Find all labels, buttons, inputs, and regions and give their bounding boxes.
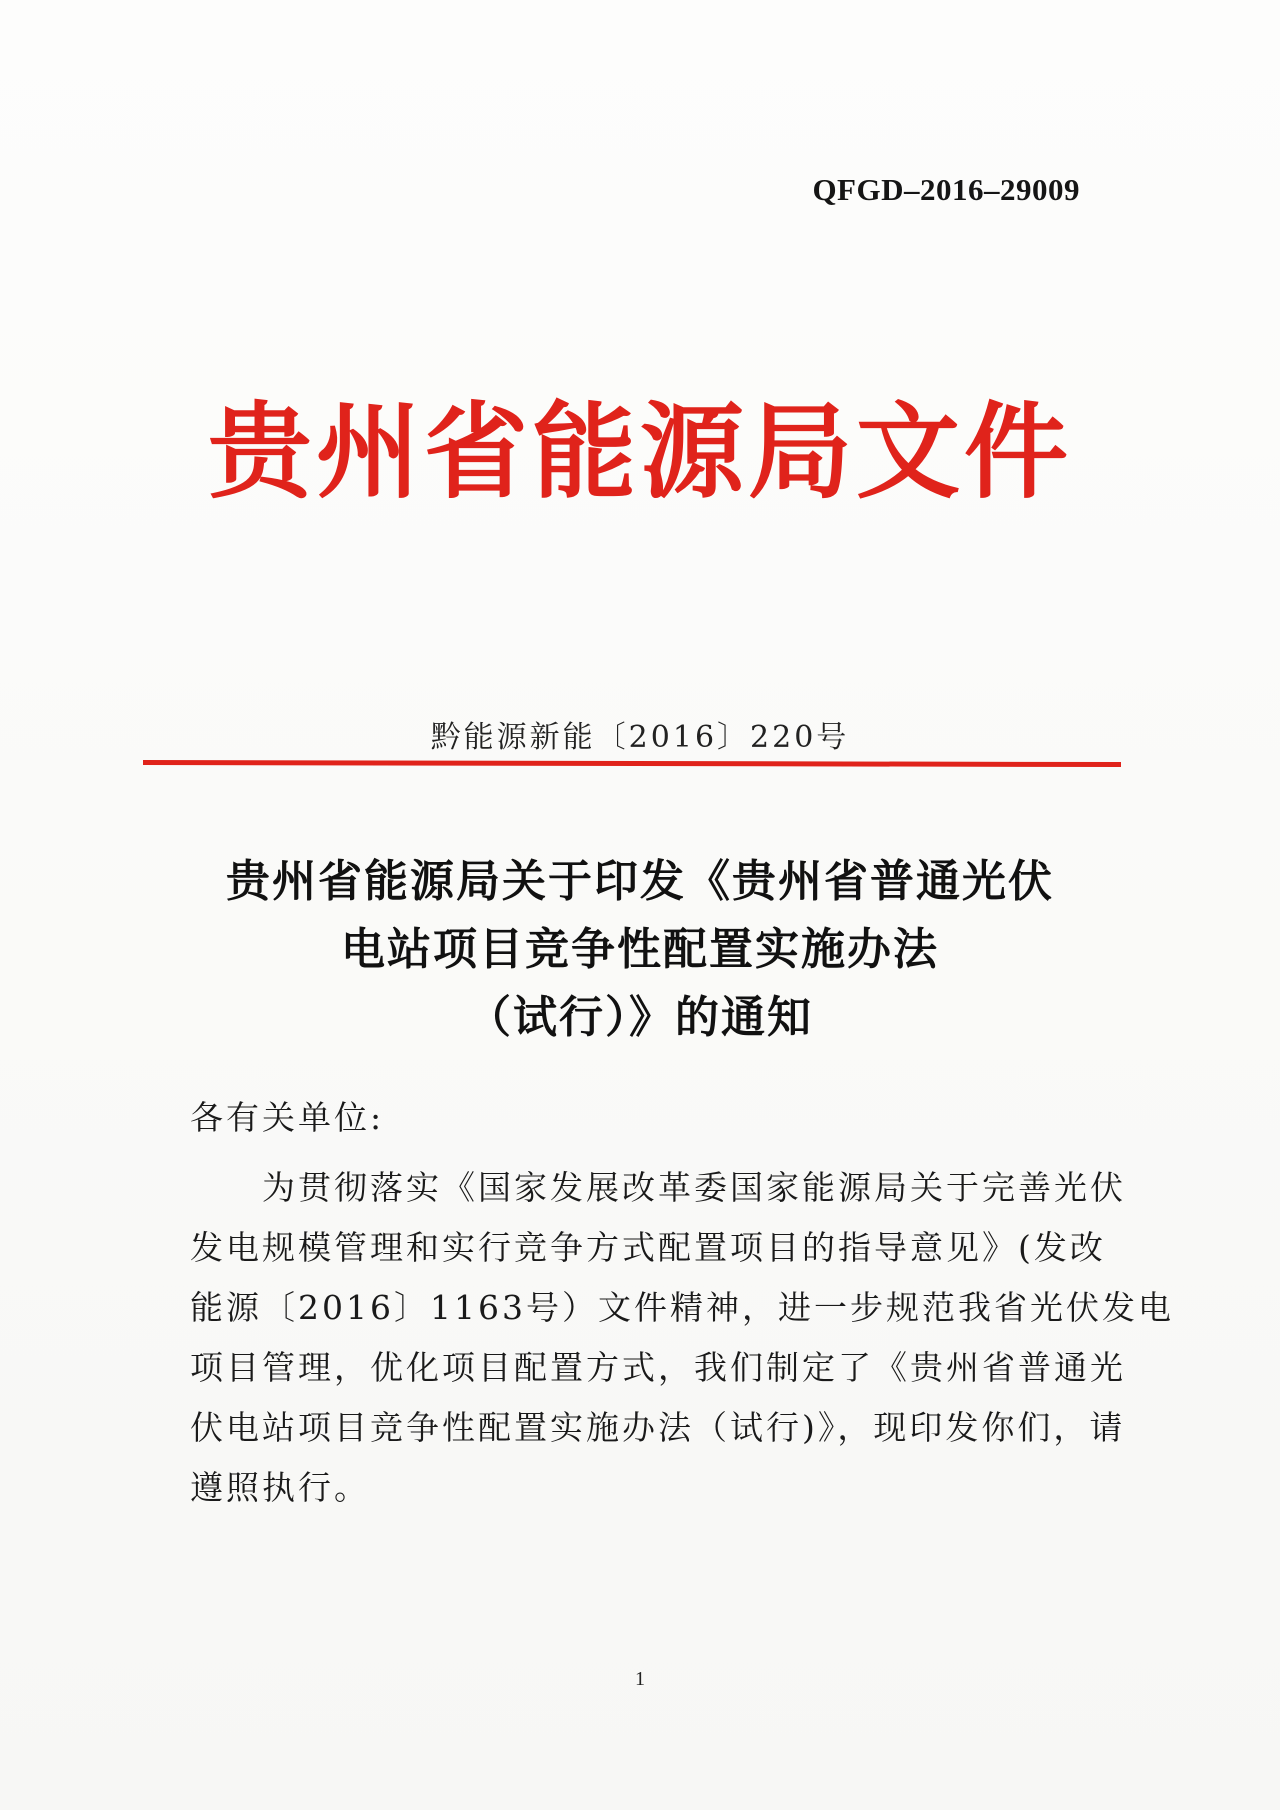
body-line: 能源〔2016〕1163号）文件精神，进一步规范我省光伏发电 [190,1288,1174,1327]
body-line: 遵照执行。 [190,1468,370,1507]
page-number: 1 [635,1668,645,1690]
notice-title [0,848,1280,1052]
body-line: 项目管理，优化项目配置方式，我们制定了《贵州省普通光 [190,1348,1126,1387]
document-code: QFGD–2016–29009 [812,172,1080,207]
document-number: 黔能源新能〔2016〕220号 [430,720,850,755]
notice-title-line: 电站项目竞争性配置实施办法 [341,924,939,975]
body-line: 发电规模管理和实行竞争方式配置项目的指导意见》(发改 [190,1228,1106,1267]
body-paragraph [190,1158,1174,1518]
salutation: 各有关单位: [190,1098,385,1137]
red-separator-line [143,760,1121,767]
issuer-red-header: 贵州省能源局文件 [207,391,1072,513]
notice-title-line: 贵州省能源局关于印发《贵州省普通光伏 [226,856,1054,907]
body-line: 伏电站项目竞争性配置实施办法（试行)》，现印发你们，请 [190,1408,1126,1447]
notice-title-line: （试行）》的通知 [467,992,813,1043]
body-line: 为贯彻落实《国家发展改革委国家能源局关于完善光伏 [190,1168,1126,1207]
